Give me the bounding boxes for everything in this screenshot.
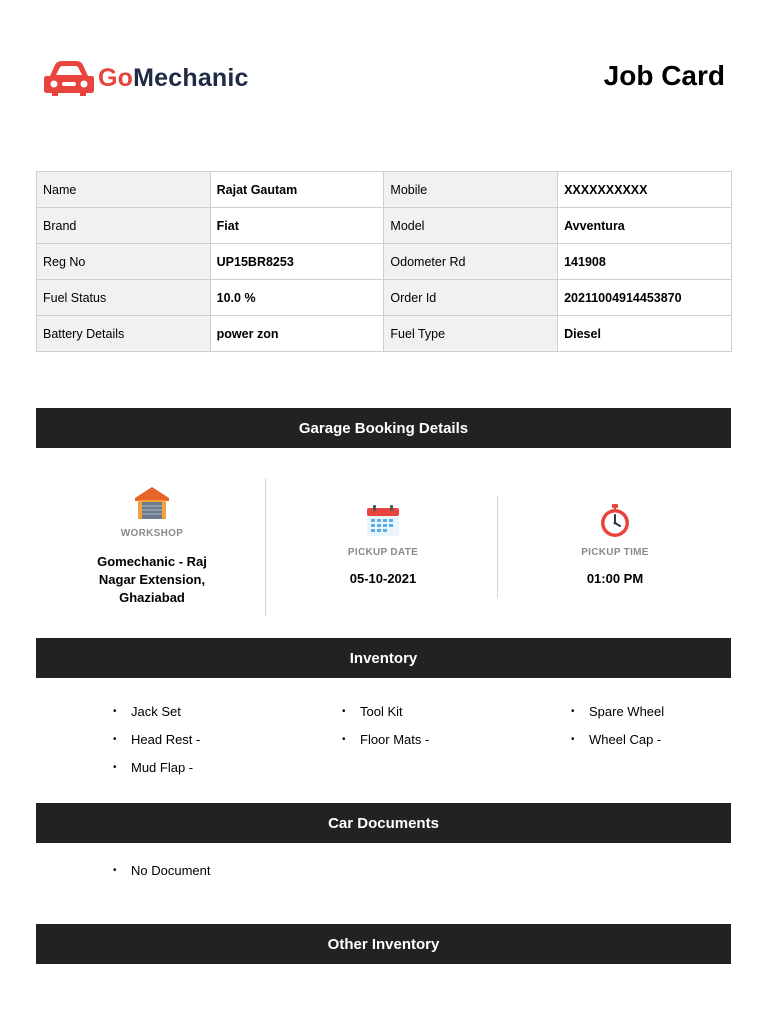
bullet: • <box>113 865 117 876</box>
mobile-value: XXXXXXXXXX <box>558 172 732 208</box>
model-label: Model <box>384 208 558 244</box>
workshop-name-line-2: Nagar Extension, <box>98 572 206 587</box>
table-row <box>37 172 732 208</box>
garage-booking-header: Garage Booking Details <box>36 408 731 448</box>
battery-label: Battery Details <box>37 316 211 352</box>
inventory-item-label: Head Rest - <box>131 732 201 747</box>
pickup-date-caption: PICKUP DATE <box>347 547 419 558</box>
reg-no-value: UP15BR8253 <box>210 244 384 280</box>
odometer-value: 141908 <box>558 244 732 280</box>
odometer-label: Odometer Rd <box>384 244 558 280</box>
fuel-status-value: 10.0 % <box>210 280 384 316</box>
header <box>0 0 768 130</box>
bullet: • <box>113 706 117 717</box>
page-title: Job Card <box>603 60 725 91</box>
bullet: • <box>113 734 117 745</box>
workshop-name-line-1: Gomechanic - Raj <box>97 554 207 569</box>
inventory-item-label: Tool Kit <box>360 704 403 719</box>
bullet: • <box>571 734 575 745</box>
fuel-type-value: Diesel <box>558 316 732 352</box>
inventory-item-label: Mud Flap - <box>131 760 194 775</box>
inventory-header: Inventory <box>36 638 731 678</box>
reg-no-label: Reg No <box>37 244 211 280</box>
car-documents-header: Car Documents <box>36 803 731 843</box>
pickup-time-value: 01:00 PM <box>586 571 644 586</box>
pickup-date-block <box>303 503 463 588</box>
other-inventory-header: Other Inventory <box>36 924 731 964</box>
inventory-item-label: Wheel Cap - <box>589 732 662 747</box>
pickup-time-caption: PICKUP TIME <box>581 547 649 558</box>
brand-logo <box>42 58 249 98</box>
inventory-item-label: Floor Mats - <box>360 732 430 747</box>
battery-value: power zon <box>210 316 384 352</box>
name-value: Rajat Gautam <box>210 172 384 208</box>
list-item <box>113 760 193 775</box>
order-id-value: 20211004914453870 <box>558 280 732 316</box>
table-row <box>37 244 732 280</box>
brand-value: Fiat <box>210 208 384 244</box>
order-id-label: Order Id <box>384 280 558 316</box>
table-row <box>37 316 732 352</box>
list-item <box>342 704 403 719</box>
list-item <box>113 704 181 719</box>
document-item-label: No Document <box>131 863 211 878</box>
stopwatch-icon <box>597 503 633 539</box>
booking-divider <box>497 496 498 598</box>
table-row <box>37 280 732 316</box>
model-value: Avventura <box>558 208 732 244</box>
workshop-caption: WORKSHOP <box>120 528 184 539</box>
car-icon <box>42 58 96 98</box>
vehicle-info-table <box>36 171 732 352</box>
list-item <box>113 863 210 878</box>
mobile-label: Mobile <box>384 172 558 208</box>
calendar-icon <box>365 503 401 539</box>
pickup-date-value: 05-10-2021 <box>349 571 417 586</box>
bullet: • <box>342 706 346 717</box>
table-row <box>37 208 732 244</box>
bullet: • <box>113 762 117 773</box>
booking-divider <box>265 478 266 616</box>
pickup-time-block <box>535 503 695 588</box>
brand-label: Brand <box>37 208 211 244</box>
workshop-block <box>72 484 232 607</box>
name-label: Name <box>37 172 211 208</box>
fuel-status-label: Fuel Status <box>37 280 211 316</box>
bullet: • <box>342 734 346 745</box>
inventory-item-label: Jack Set <box>131 704 181 719</box>
list-item <box>571 704 664 719</box>
brand-name <box>98 64 249 93</box>
workshop-name-line-3: Ghaziabad <box>119 590 185 605</box>
brand-name-go: Go <box>98 63 134 92</box>
bullet: • <box>571 706 575 717</box>
inventory-item-label: Spare Wheel <box>589 704 665 719</box>
fuel-type-label: Fuel Type <box>384 316 558 352</box>
brand-name-mechanic: Mechanic <box>133 63 249 92</box>
list-item <box>113 732 200 747</box>
list-item <box>571 732 661 747</box>
garage-icon <box>133 484 171 522</box>
list-item <box>342 732 429 747</box>
